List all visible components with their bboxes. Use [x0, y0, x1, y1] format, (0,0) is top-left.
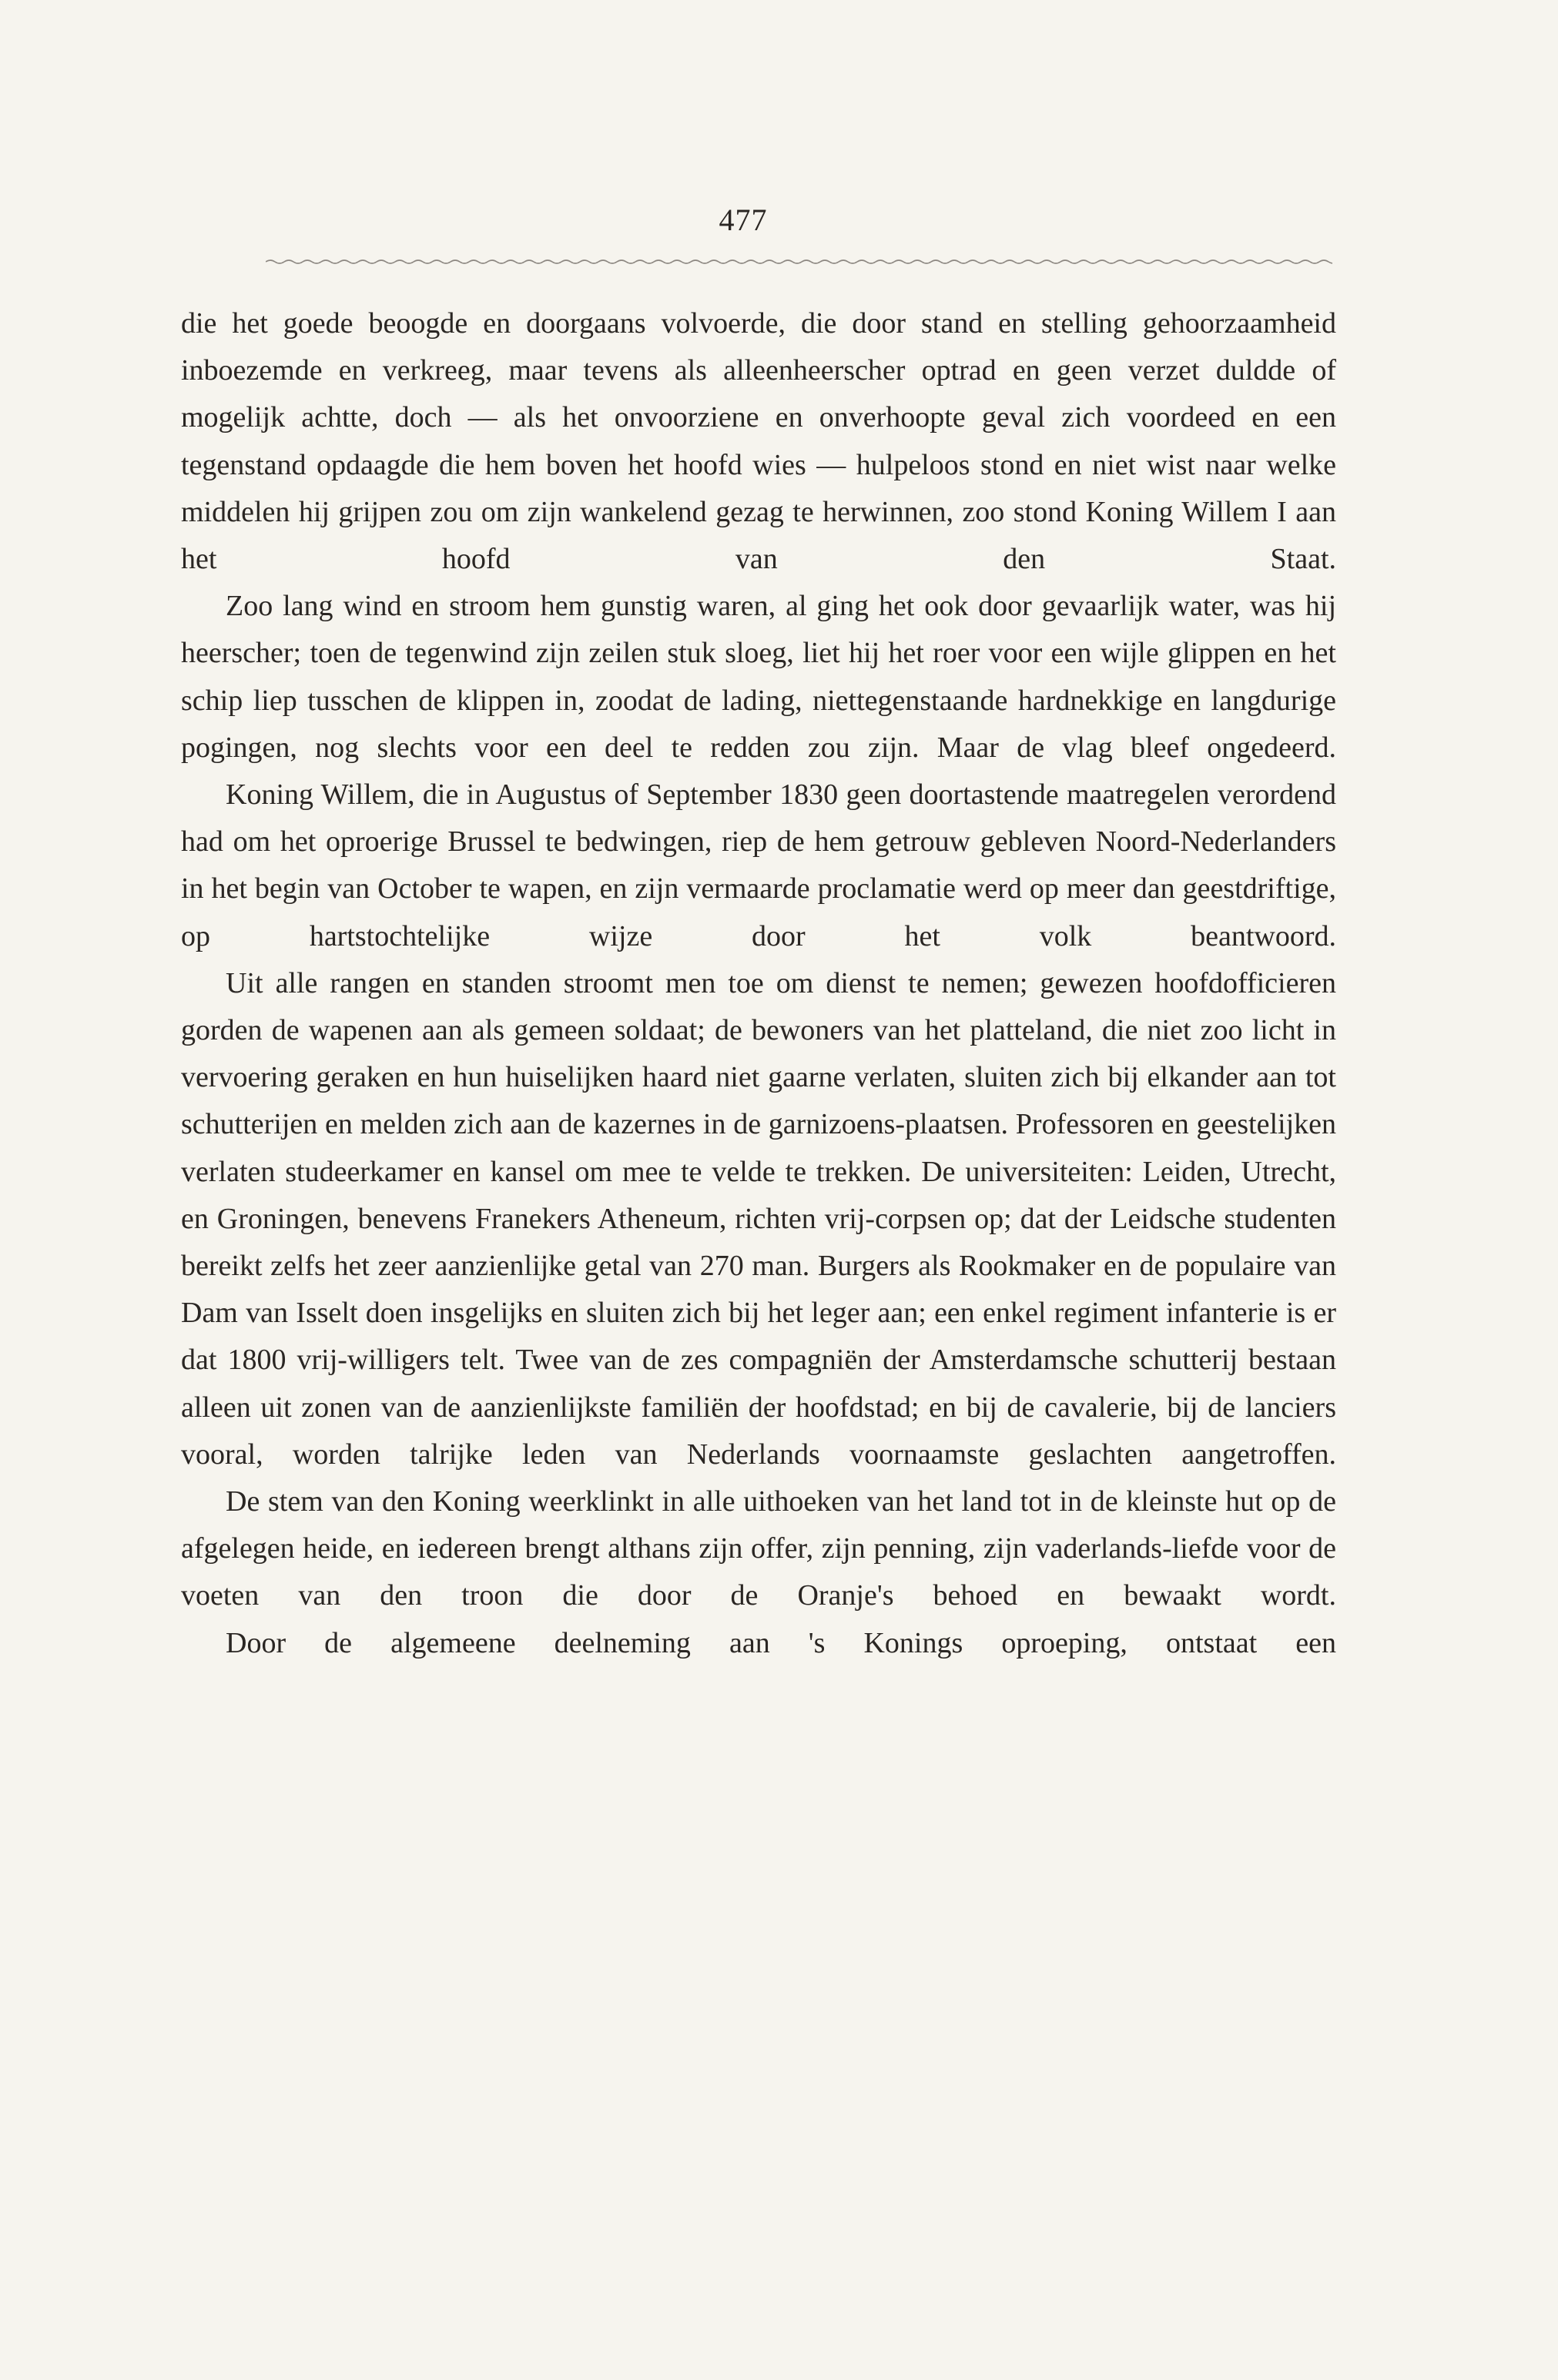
body-text — [181, 300, 1336, 1667]
paragraph: Koning Willem, die in Augustus of September 1830 geen doortastende maatregelen verordend had om het oproerige Brussel te bedwingen, riep de hem getrouw gebleven Noord-Nederlanders in het begin van October te wapen, en zijn vermaarde proclamatie werd op meer dan geestdriftige, op hartstochtelijke wijze door het volk beantwoord. — [181, 778, 1336, 952]
paragraph: Uit alle rangen en standen stroomt men toe om dienst te nemen; gewezen hoofdofficieren gorden de wapenen aan als gemeen soldaat; de bewoners van het platteland, die niet zoo licht in vervoering geraken en hun huiselijken haard niet gaarne verlaten, sluiten zich bij elkander aan tot schutterijen en melden zich aan de kazernes in de garnizoens-plaatsen. Professoren en geestelijken verlaten studeerkamer en kansel om mee te velde te trekken. De universiteiten: Leiden, Utrecht, en Groningen, benevens Franekers Atheneum, richten vrij-corpsen op; dat der Leidsche studenten bereikt zelfs het zeer aanzienlijke getal van 270 man. Burgers als Rookmaker en de populaire van Dam van Isselt doen insgelijks en sluiten zich bij het leger aan; een enkel regiment infanterie is er dat 1800 vrij-willigers telt. Twee van de zes compagniën der Amsterdamsche schutterij bestaan alleen uit zonen van de aanzienlijkste familiën der hoofdstad; en bij de cavalerie, bij de lanciers vooral, worden talrijke leden van Nederlands voornaamste geslachten aangetroffen. — [181, 966, 1336, 1471]
decorative-wavy-rule — [266, 258, 1332, 266]
paragraph: De stem van den Koning weerklinkt in alle uithoeken van het land tot in de kleinste hut op de afgelegen heide, en iedereen brengt althans zijn offer, zijn penning, zijn vaderlands-liefde voor de voeten van den troon die door de Oranje's behoed en bewaakt wordt. — [181, 1485, 1336, 1612]
page-number: 477 — [719, 203, 768, 237]
paragraph-continued: Door de algemeene deelneming aan 's Konings oproeping, ontstaat een — [226, 1626, 1336, 1659]
paragraph: Zoo lang wind en stroom hem gunstig waren, al ging het ook door gevaarlijk water, was hij heerscher; toen de tegenwind zijn zeilen stuk sloeg, liet hij het roer voor een wijle glippen en het schip liep tusschen de klippen in, zoodat de lading, niettegenstaande hardnekkige en langdurige pogingen, nog slechts voor een deel te redden zou zijn. Maar de vlag bleef ongedeerd. — [181, 590, 1336, 764]
paragraph: die het goede beoogde en doorgaans volvoerde, die door stand en stelling gehoorzaamheid inboezemde en verkreeg, maar tevens als alleenheerscher optrad en geen verzet duldde of mogelijk achtte, doch — als het onvoorziene en onverhoopte geval zich voordeed en een tegenstand opdaagde die hem boven het hoofd wies — hulpeloos stond en niet wist naar welke middelen hij grijpen zou om zijn wankelend gezag te herwinnen, zoo stond Koning Willem I aan het hoofd van den Staat. — [181, 307, 1336, 576]
